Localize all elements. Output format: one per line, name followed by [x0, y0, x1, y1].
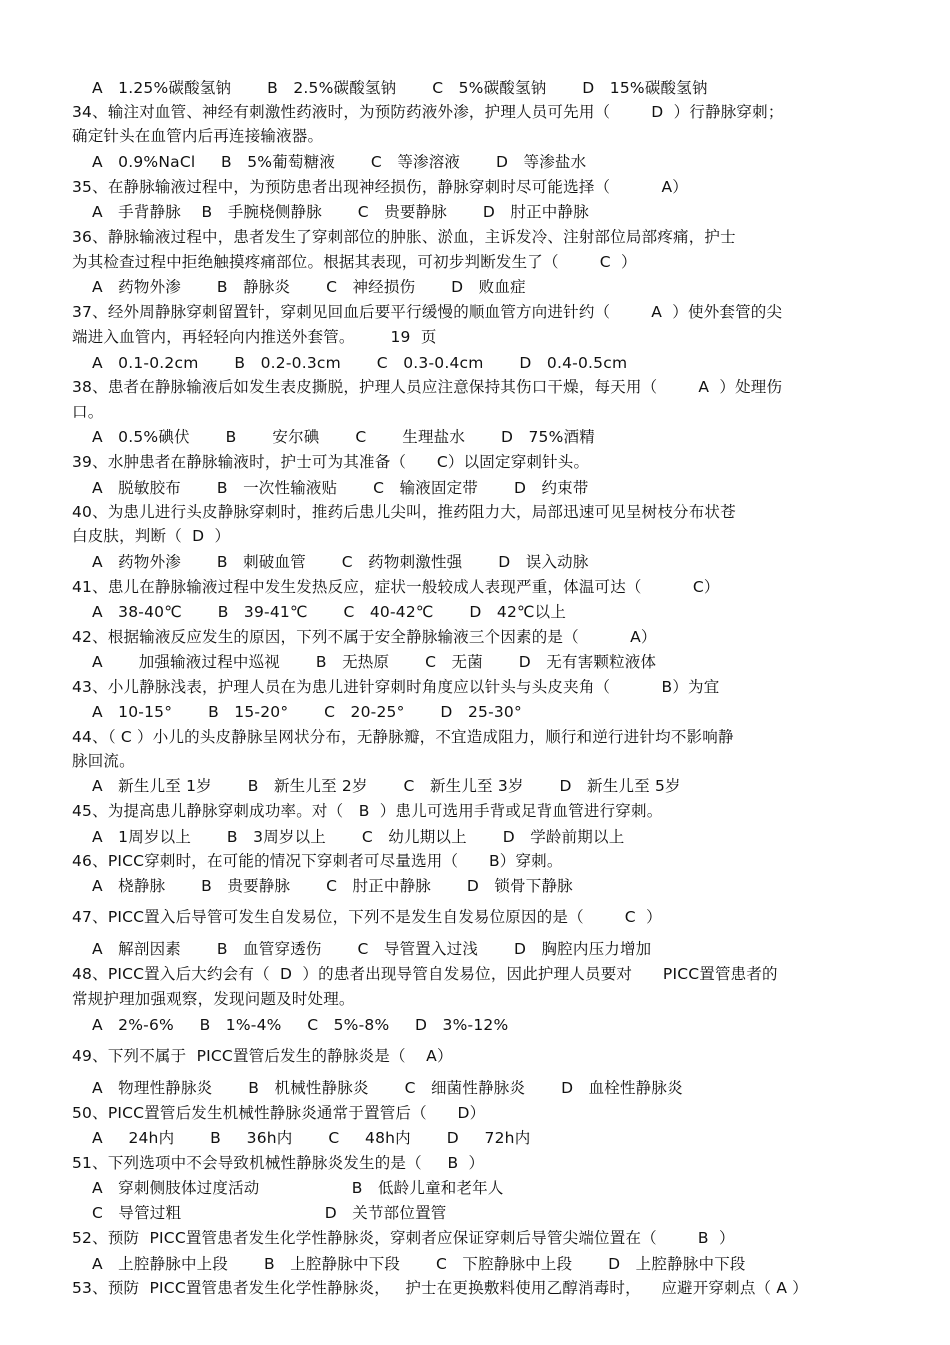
- question-36-cont: 为其检查过程中拒绝触摸疼痛部位。根据其表现，可初步判断发生了（ C ）: [72, 253, 637, 271]
- options-q37: A 0.1-0.2cm B 0.2-0.3cm C 0.3-0.4cm D 0.4-0.5cm: [92, 354, 628, 372]
- question-34-cont: 确定针头在血管内后再连接输液器。: [72, 127, 324, 145]
- question-50: 50、PICC置管后发生机械性静脉炎通常于置管后（ D）: [72, 1104, 486, 1122]
- question-49: 49、下列不属于 PICC置管后发生的静脉炎是（ A）: [72, 1047, 453, 1065]
- question-41: 41、患儿在静脉输液过程中发生发热反应，症状一般较成人表现严重，体温可达（ C）: [72, 578, 720, 596]
- options-q51-row1: A 穿刺侧肢体过度活动 B 低龄儿童和老年人: [92, 1179, 504, 1197]
- options-q33: A 1.25%碳酸氢钠 B 2.5%碳酸氢钠 C 5%碳酸氢钠 D 15%碳酸氢钠: [92, 79, 708, 97]
- question-44-cont: 脉回流。: [72, 752, 135, 770]
- options-q49: A 物理性静脉炎 B 机械性静脉炎 C 细菌性静脉炎 D 血栓性静脉炎: [92, 1079, 683, 1097]
- question-52: 52、预防 PICC置管患者发生化学性静脉炎，穿刺者应保证穿刺后导管尖端位置在（ B ）: [72, 1229, 735, 1247]
- question-44: 44、（ C ）小儿的头皮静脉呈网状分布，无静脉瓣，不宜造成阻力，顺行和逆行进针均不影响静: [72, 728, 734, 746]
- options-q46: A 桡静脉 B 贵要静脉 C 肘正中静脉 D 锁骨下静脉: [92, 877, 573, 895]
- options-q40: A 药物外渗 B 刺破血管 C 药物刺激性强 D 误入动脉: [92, 553, 589, 571]
- options-q38: A 0.5%碘伏 B 安尔碘 C 生理盐水 D 75%酒精: [92, 428, 595, 446]
- options-q41: A 38-40℃ B 39-41℃ C 40-42℃ D 42℃以上: [92, 603, 567, 621]
- question-34: 34、输注对血管、神经有刺激性药液时，为预防药液外渗，护理人员可先用（ D ）行静脉穿刺；: [72, 103, 784, 121]
- question-35: 35、在静脉输液过程中，为预防患者出现神经损伤，静脉穿刺时尽可能选择（ A）: [72, 178, 688, 196]
- options-q45: A 1周岁以上 B 3周岁以上 C 幼儿期以上 D 学龄前期以上: [92, 828, 625, 846]
- options-q44: A 新生儿至 1岁 B 新生儿至 2岁 C 新生儿至 3岁 D 新生儿至 5岁: [92, 777, 681, 795]
- options-q43: A 10-15° B 15-20° C 20-25° D 25-30°: [92, 703, 522, 721]
- options-q39: A 脱敏胶布 B 一次性输液贴 C 输液固定带 D 约束带: [92, 479, 589, 497]
- options-q47: A 解剖因素 B 血管穿透伤 C 导管置入过浅 D 胸腔内压力增加: [92, 940, 652, 958]
- options-q52: A 上腔静脉中上段 B 上腔静脉中下段 C 下腔静脉中上段 D 上腔静脉中下段: [92, 1255, 746, 1273]
- question-36: 36、静脉输液过程中，患者发生了穿刺部位的肿胀、淤血，主诉发冷、注射部位局部疼痛，护士: [72, 228, 736, 246]
- question-48: 48、PICC置入后大约会有（ D ）的患者出现导管自发易位，因此护理人员要对 PICC置管患者的: [72, 965, 778, 983]
- options-q36: A 药物外渗 B 静脉炎 C 神经损伤 D 败血症: [92, 278, 526, 296]
- question-40: 40、为患儿进行头皮静脉穿刺时，推药后患儿尖叫，推药阻力大，局部迅速可见呈树枝分布状苍: [72, 503, 736, 521]
- question-38: 38、患者在静脉输液后如发生表皮撕脱，护理人员应注意保持其伤口干燥，每天用（ A ）处理伤: [72, 378, 783, 396]
- question-39: 39、水肿患者在静脉输液时，护士可为其准备（ C）以固定穿刺针头。: [72, 453, 590, 471]
- options-q48: A 2%-6% B 1%-4% C 5%-8% D 3%-12%: [92, 1016, 509, 1034]
- question-45: 45、为提高患儿静脉穿刺成功率。对（ B ）患儿可选用手背或足背血管进行穿刺。: [72, 802, 663, 820]
- question-43: 43、小儿静脉浅表，护理人员在为患儿进针穿刺时角度应以针头与头皮夹角（ B）为宜: [72, 678, 720, 696]
- question-46: 46、PICC穿刺时，在可能的情况下穿刺者可尽量选用（ B）穿刺。: [72, 852, 563, 870]
- question-48-cont: 常规护理加强观察，发现问题及时处理。: [72, 990, 355, 1008]
- options-q51-row2: C 导管过粗 D 关节部位置管: [92, 1204, 447, 1222]
- options-q50: A 24h内 B 36h内 C 48h内 D 72h内: [92, 1129, 531, 1147]
- question-37-cont: 端进入血管内，再轻轻向内推送外套管。 19 页: [72, 328, 437, 346]
- question-42: 42、根据输液反应发生的原因，下列不属于安全静脉输液三个因素的是（ A）: [72, 628, 657, 646]
- options-q34: A 0.9%NaCl B 5%葡萄糖液 C 等渗溶液 D 等渗盐水: [92, 153, 587, 171]
- options-q35: A 手背静脉 B 手腕桡侧静脉 C 贵要静脉 D 肘正中静脉: [92, 203, 589, 221]
- options-q42: A 加强输液过程中巡视 B 无热原 C 无菌 D 无有害颗粒液体: [92, 653, 657, 671]
- question-53: 53、预防 PICC置管患者发生化学性静脉炎， 护士在更换敷料使用乙醇消毒时， 应避开穿刺点（ A ）: [72, 1279, 808, 1297]
- question-47: 47、PICC置入后导管可发生自发易位，下列不是发生自发易位原因的是（ C ）: [72, 908, 662, 926]
- question-51: 51、下列选项中不会导致机械性静脉炎发生的是（ B ）: [72, 1154, 485, 1172]
- question-37: 37、经外周静脉穿刺留置针，穿刺见回血后要平行缓慢的顺血管方向进针约（ A ）使外套管的尖: [72, 303, 783, 321]
- question-38-cont: 口。: [72, 403, 104, 421]
- question-40-cont: 白皮肤，判断（ D ）: [72, 527, 231, 545]
